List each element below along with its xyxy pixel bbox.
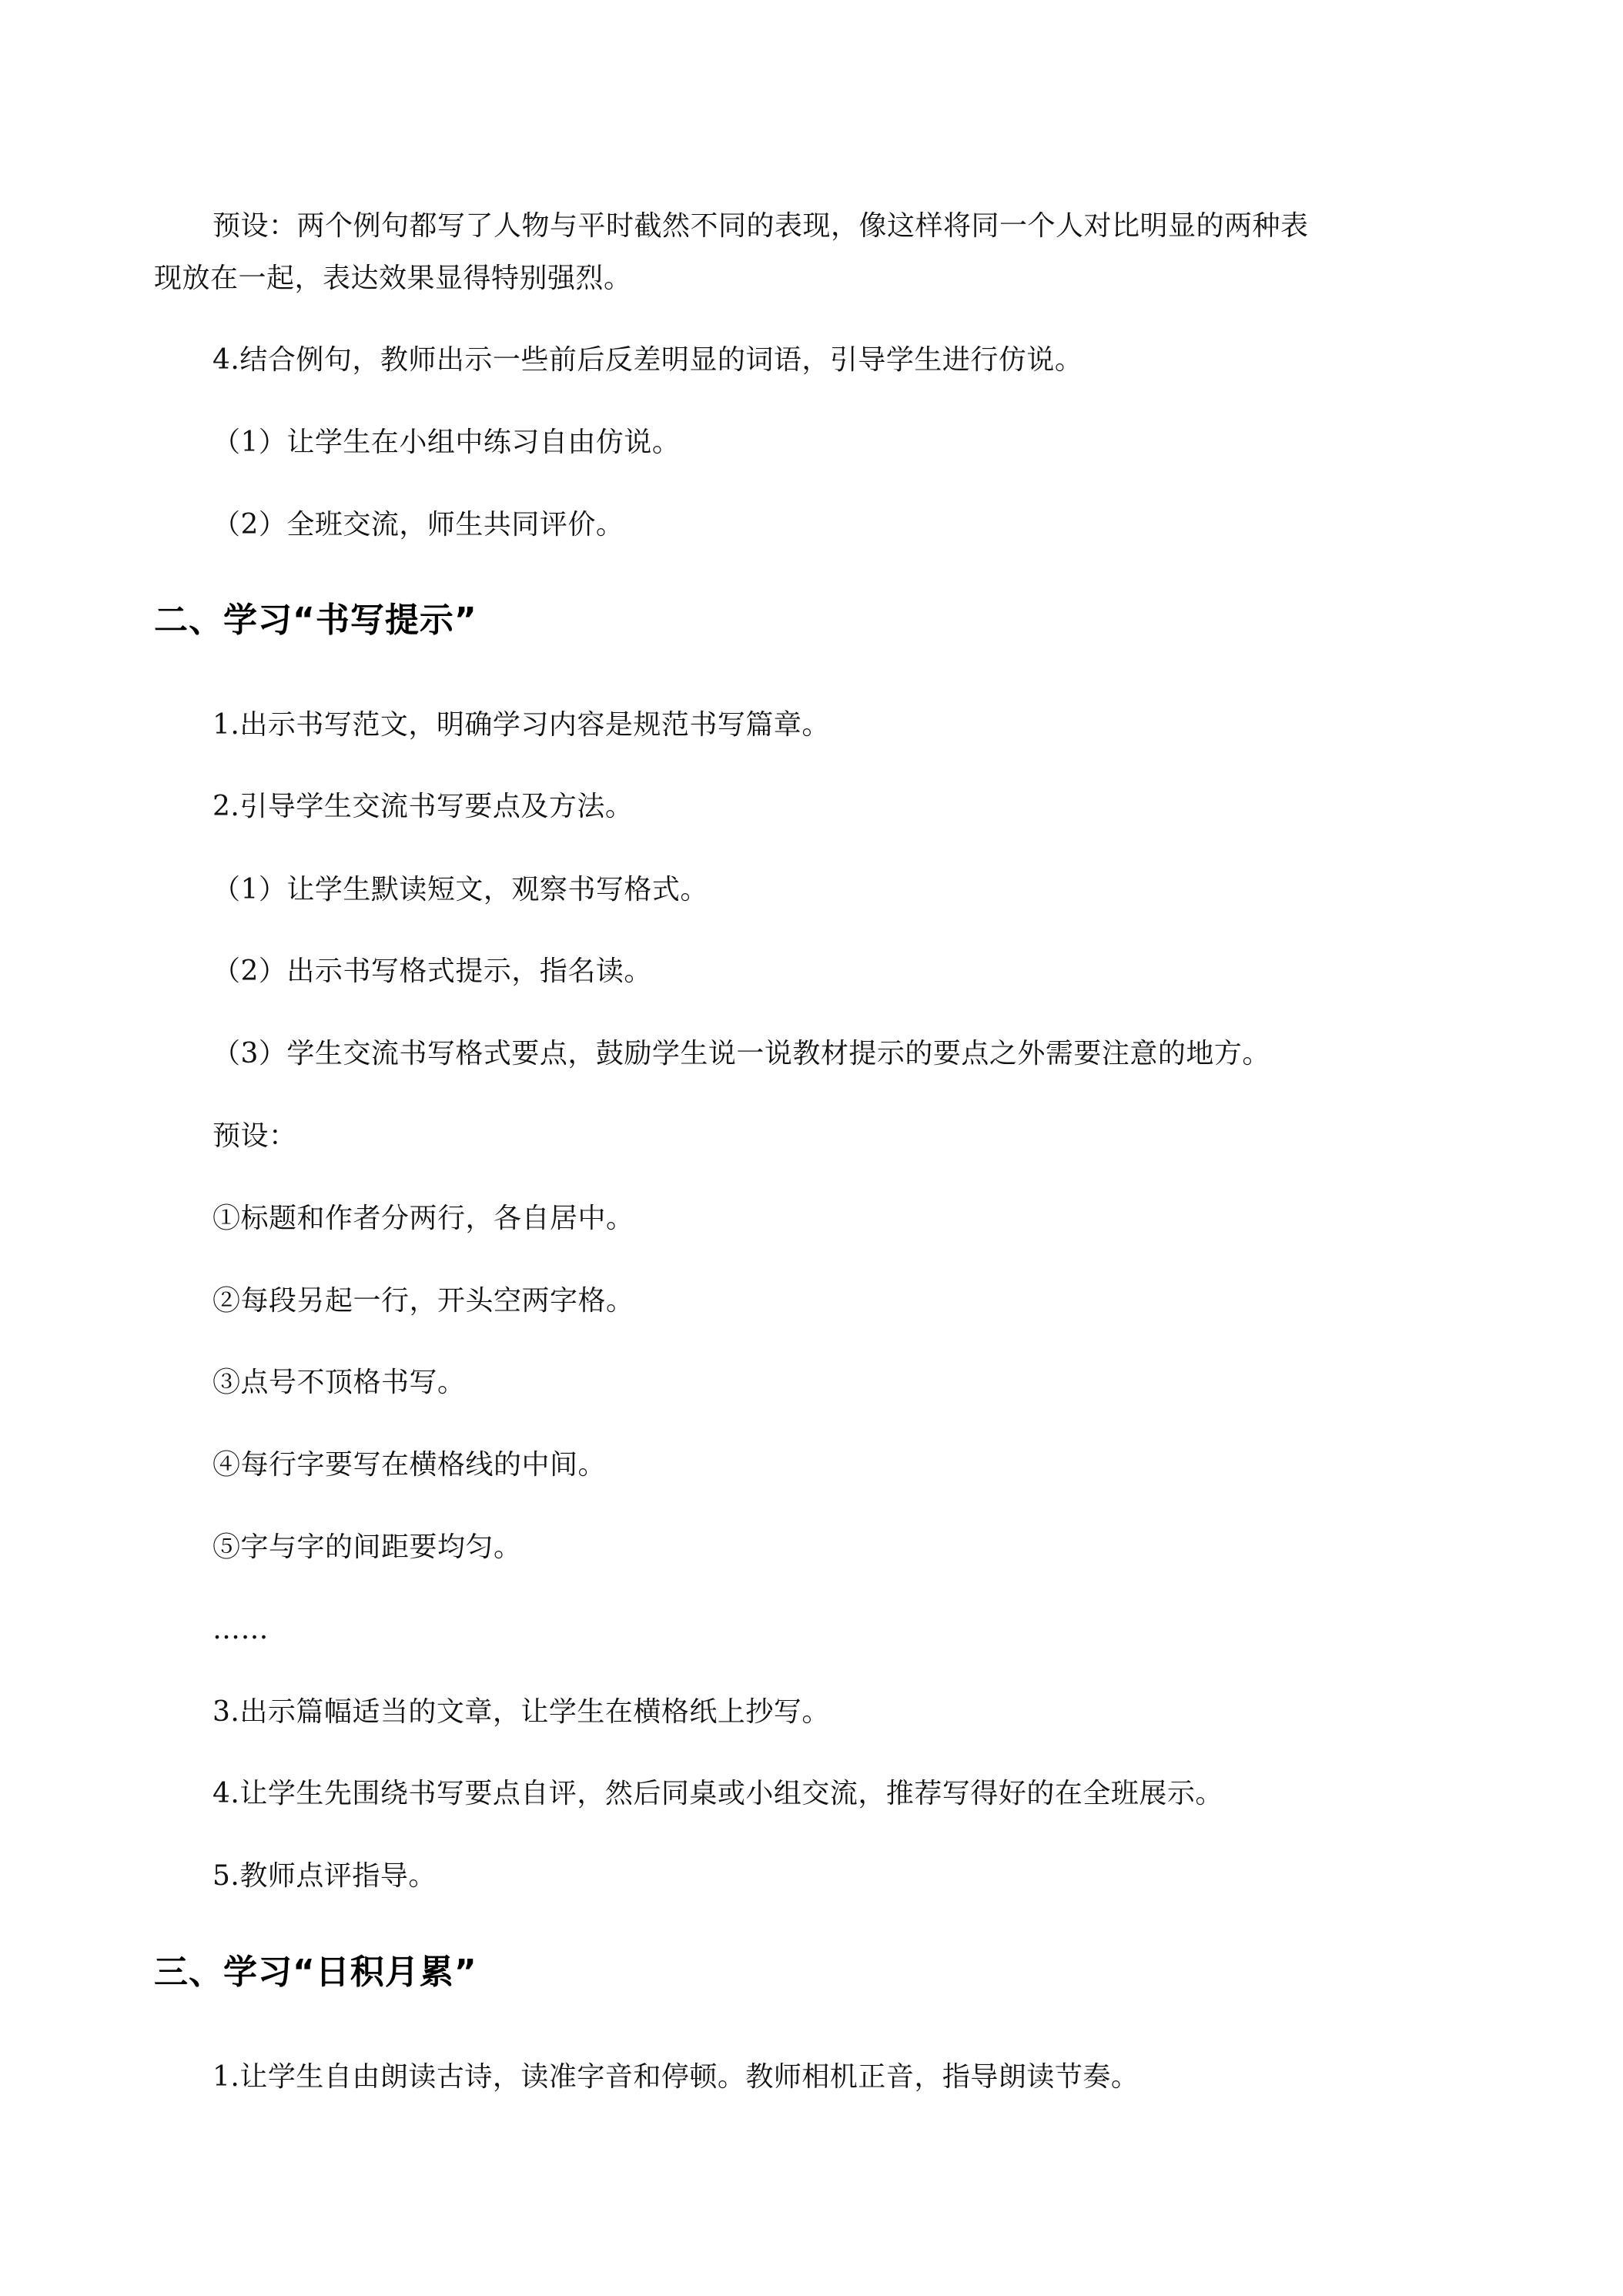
list-item: ③点号不顶格书写。 [212,1367,466,1398]
paragraph: 4.结合例句，教师出示一些前后反差明显的词语，引导学生进行仿说。 [212,344,1083,376]
list-item: ①标题和作者分两行，各自居中。 [212,1203,634,1234]
paragraph: 预设：两个例句都写了人物与平时截然不同的表现，像这样将同一个人对比明显的两种表 [212,210,1309,242]
list-item: ④每行字要写在横格线的中间。 [212,1449,607,1481]
paragraph: 2.引导学生交流书写要点及方法。 [212,791,634,822]
paragraph: 4.让学生先围绕书写要点自评，然后同桌或小组交流，推荐写得好的在全班展示。 [212,1778,1223,1809]
paragraph: 5.教师点评指导。 [212,1860,437,1892]
paragraph: （1）让学生默读短文，观察书写格式。 [212,874,708,905]
paragraph: （2）全班交流，师生共同评价。 [212,509,624,541]
section-heading: 二、学习“书写提示” [154,601,477,640]
paragraph: （3）学生交流书写格式要点，鼓励学生说一说教材提示的要点之外需要注意的地方。 [212,1038,1270,1069]
ellipsis: …… [212,1614,269,1645]
paragraph: 1.出示书写范文，明确学习内容是规范书写篇章。 [212,709,830,741]
paragraph: （1）让学生在小组中练习自由仿说。 [212,427,681,458]
paragraph: （2）出示书写格式提示，指名读。 [212,956,652,987]
paragraph: 预设： [212,1120,297,1152]
list-item: ②每段另起一行，开头空两字格。 [212,1285,634,1317]
list-item: ⑤字与字的间距要均匀。 [212,1531,522,1563]
paragraph: 3.出示篇幅适当的文章，让学生在横格纸上抄写。 [212,1696,830,1728]
paragraph: 现放在一起，表达效果显得特别强烈。 [154,263,632,294]
paragraph: 1.让学生自由朗读古诗，读准字音和停顿。教师相机正音，指导朗读节奏。 [212,2061,1139,2093]
section-heading: 三、学习“日积月累” [154,1953,477,1992]
